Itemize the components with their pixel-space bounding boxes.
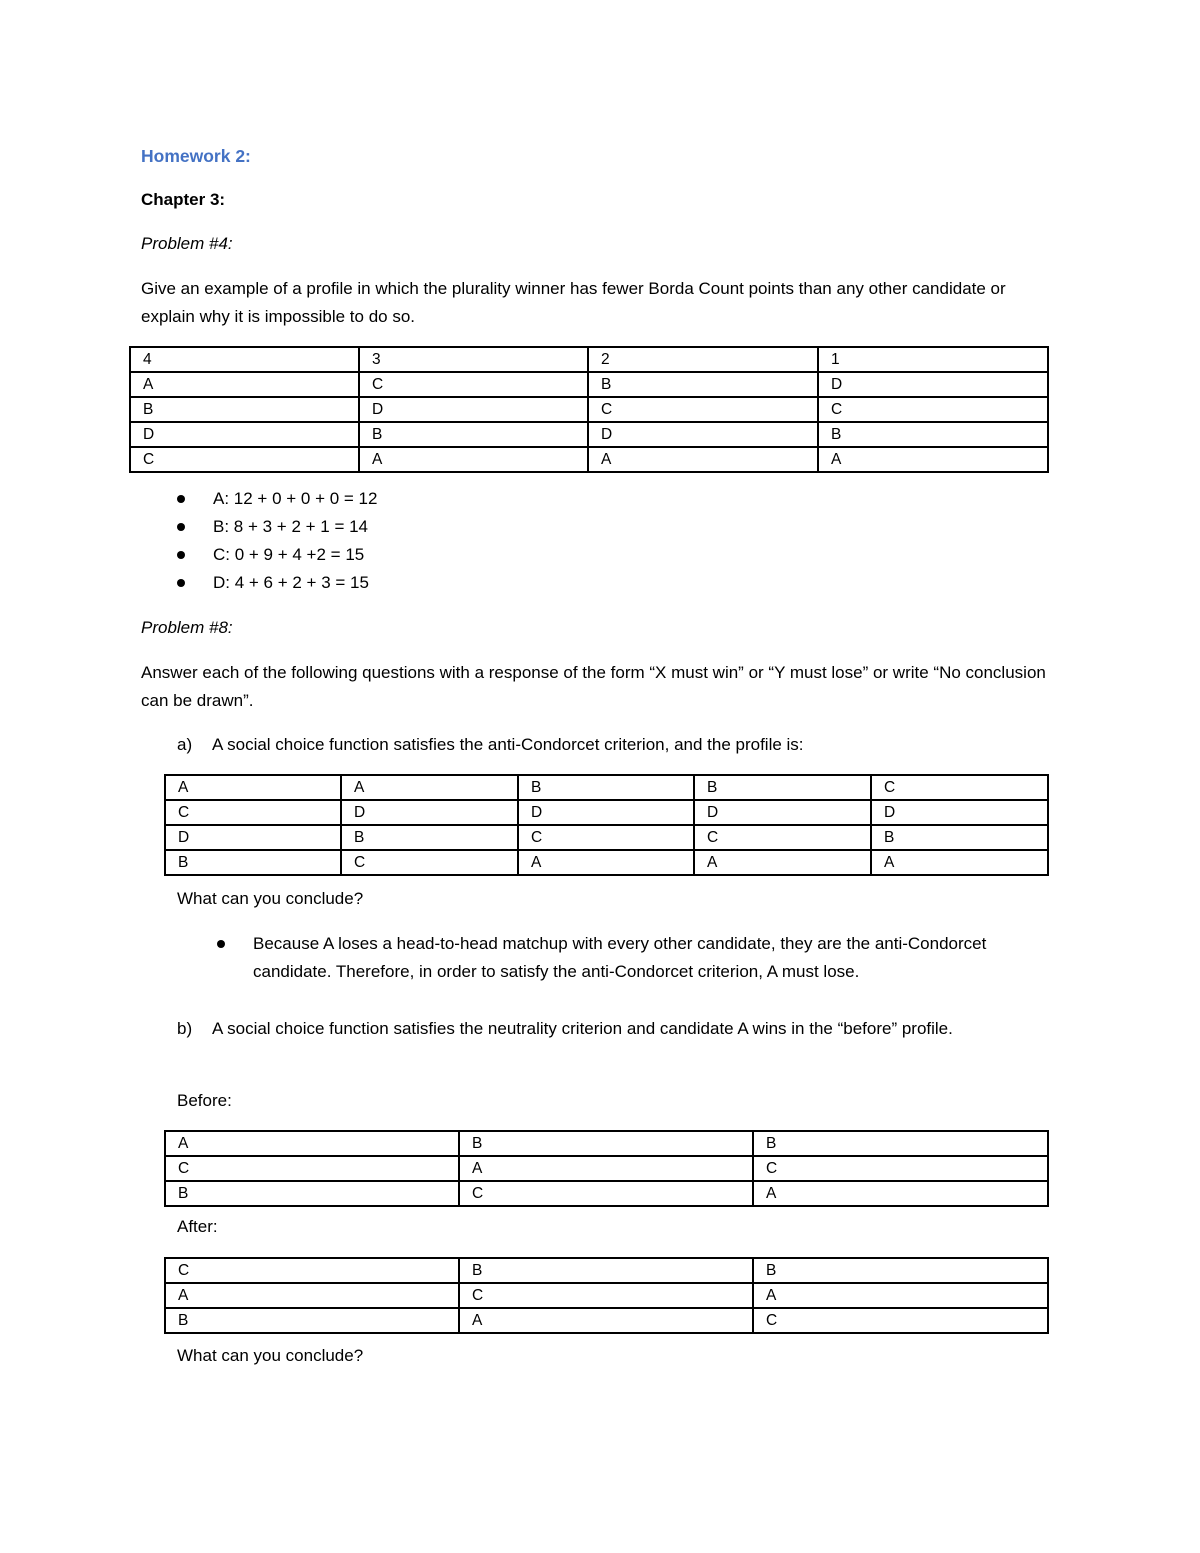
homework-title: Homework 2: [141, 146, 251, 166]
before-label: Before: [177, 1091, 232, 1110]
table-cell: B [459, 1258, 753, 1283]
table-cell: A [130, 372, 359, 397]
table-row [130, 447, 1048, 472]
table-cell: B [694, 775, 871, 800]
list-item: C: 0 + 9 + 4 +2 = 15 [177, 541, 777, 569]
table-cell: C [694, 825, 871, 850]
table-cell: C [341, 850, 518, 875]
part-a-answer-list [217, 930, 1017, 986]
table-cell: C [130, 447, 359, 472]
part-a-profile-table [164, 774, 1049, 876]
table-cell: A [871, 850, 1048, 875]
table-cell: A [165, 1131, 459, 1156]
table-row [165, 850, 1048, 875]
table-cell: C [753, 1156, 1048, 1181]
table-cell: 3 [359, 347, 588, 372]
table-cell: C [871, 775, 1048, 800]
table-row [130, 422, 1048, 447]
table-cell: C [165, 1258, 459, 1283]
table-cell: 1 [818, 347, 1048, 372]
table-cell: C [165, 1156, 459, 1181]
table-cell: A [459, 1156, 753, 1181]
after-profile-table [164, 1257, 1049, 1334]
table-cell: A [818, 447, 1048, 472]
table-row [165, 1308, 1048, 1333]
table-cell: B [459, 1131, 753, 1156]
table-row [130, 347, 1048, 372]
problem-4-prompt: Give an example of a profile in which the plurality winner has fewer Borda Count points than any other candidate or explain why it is impossible to do so. [141, 279, 1006, 326]
borda-scores-list [177, 485, 777, 597]
part-a-text: A social choice function satisfies the anti-Condorcet criterion, and the profile is: [212, 735, 804, 754]
table-cell: B [165, 850, 341, 875]
after-label: After: [177, 1217, 218, 1236]
part-a-marker: a) [177, 735, 193, 754]
bullet-icon [177, 523, 185, 531]
table-cell: D [588, 422, 818, 447]
list-item: A: 12 + 0 + 0 + 0 = 12 [177, 485, 777, 513]
part-b-text: A social choice function satisfies the neutrality criterion and candidate A wins in the “before” profile. [212, 1019, 953, 1038]
table-cell: A [588, 447, 818, 472]
table-row [165, 1181, 1048, 1206]
list-item: B: 8 + 3 + 2 + 1 = 14 [177, 513, 777, 541]
table-cell: B [871, 825, 1048, 850]
list-item: D: 4 + 6 + 2 + 3 = 15 [177, 569, 777, 597]
table-cell: D [871, 800, 1048, 825]
bullet-icon [177, 579, 185, 587]
table-cell: D [694, 800, 871, 825]
table-row [165, 1283, 1048, 1308]
table-row [165, 800, 1048, 825]
problem-8-heading: Problem #8: [141, 618, 233, 637]
problem-4-heading: Problem #4: [141, 234, 233, 253]
table-cell: B [588, 372, 818, 397]
table-cell: C [165, 800, 341, 825]
before-profile-table [164, 1130, 1049, 1207]
part-a-answer: Because A loses a head-to-head matchup with every other candidate, they are the anti-Condorcet candidate. Therefore, in order to satisfy the anti-Condorcet criterion, A must lose. [217, 930, 1017, 986]
table-cell: C [459, 1181, 753, 1206]
bullet-icon [177, 495, 185, 503]
table-row [165, 1131, 1048, 1156]
chapter-heading: Chapter 3: [141, 190, 226, 209]
table-cell: C [518, 825, 694, 850]
part-a-question: What can you conclude? [177, 889, 364, 908]
table-row [130, 397, 1048, 422]
table-row [165, 775, 1048, 800]
table-cell: B [753, 1131, 1048, 1156]
table-cell: B [818, 422, 1048, 447]
table-cell: A [459, 1308, 753, 1333]
table-cell: A [165, 1283, 459, 1308]
problem-4-profile-table [129, 346, 1049, 473]
table-row [165, 825, 1048, 850]
table-row [165, 1156, 1048, 1181]
table-cell: A [753, 1283, 1048, 1308]
table-cell: B [341, 825, 518, 850]
bullet-icon [177, 551, 185, 559]
table-cell: D [359, 397, 588, 422]
table-cell: B [165, 1181, 459, 1206]
table-cell: B [165, 1308, 459, 1333]
table-cell: C [818, 397, 1048, 422]
table-cell: A [694, 850, 871, 875]
table-row [130, 372, 1048, 397]
table-cell: B [753, 1258, 1048, 1283]
table-cell: C [359, 372, 588, 397]
table-cell: A [518, 850, 694, 875]
table-cell: C [753, 1308, 1048, 1333]
table-cell: B [359, 422, 588, 447]
table-cell: 2 [588, 347, 818, 372]
table-cell: 4 [130, 347, 359, 372]
table-cell: D [818, 372, 1048, 397]
table-cell: D [341, 800, 518, 825]
table-cell: C [588, 397, 818, 422]
part-b-marker: b) [177, 1019, 193, 1038]
table-cell: D [518, 800, 694, 825]
table-cell: A [359, 447, 588, 472]
table-cell: A [165, 775, 341, 800]
table-cell: B [130, 397, 359, 422]
part-b-question: What can you conclude? [177, 1346, 364, 1365]
table-cell: A [341, 775, 518, 800]
table-cell: D [130, 422, 359, 447]
table-cell: D [165, 825, 341, 850]
bullet-icon [217, 940, 225, 948]
table-cell: C [459, 1283, 753, 1308]
problem-8-prompt: Answer each of the following questions with a response of the form “X must win” or “Y must lose” or write “No conclusion can be drawn”. [141, 663, 1046, 710]
table-row [165, 1258, 1048, 1283]
table-cell: A [753, 1181, 1048, 1206]
table-cell: B [518, 775, 694, 800]
